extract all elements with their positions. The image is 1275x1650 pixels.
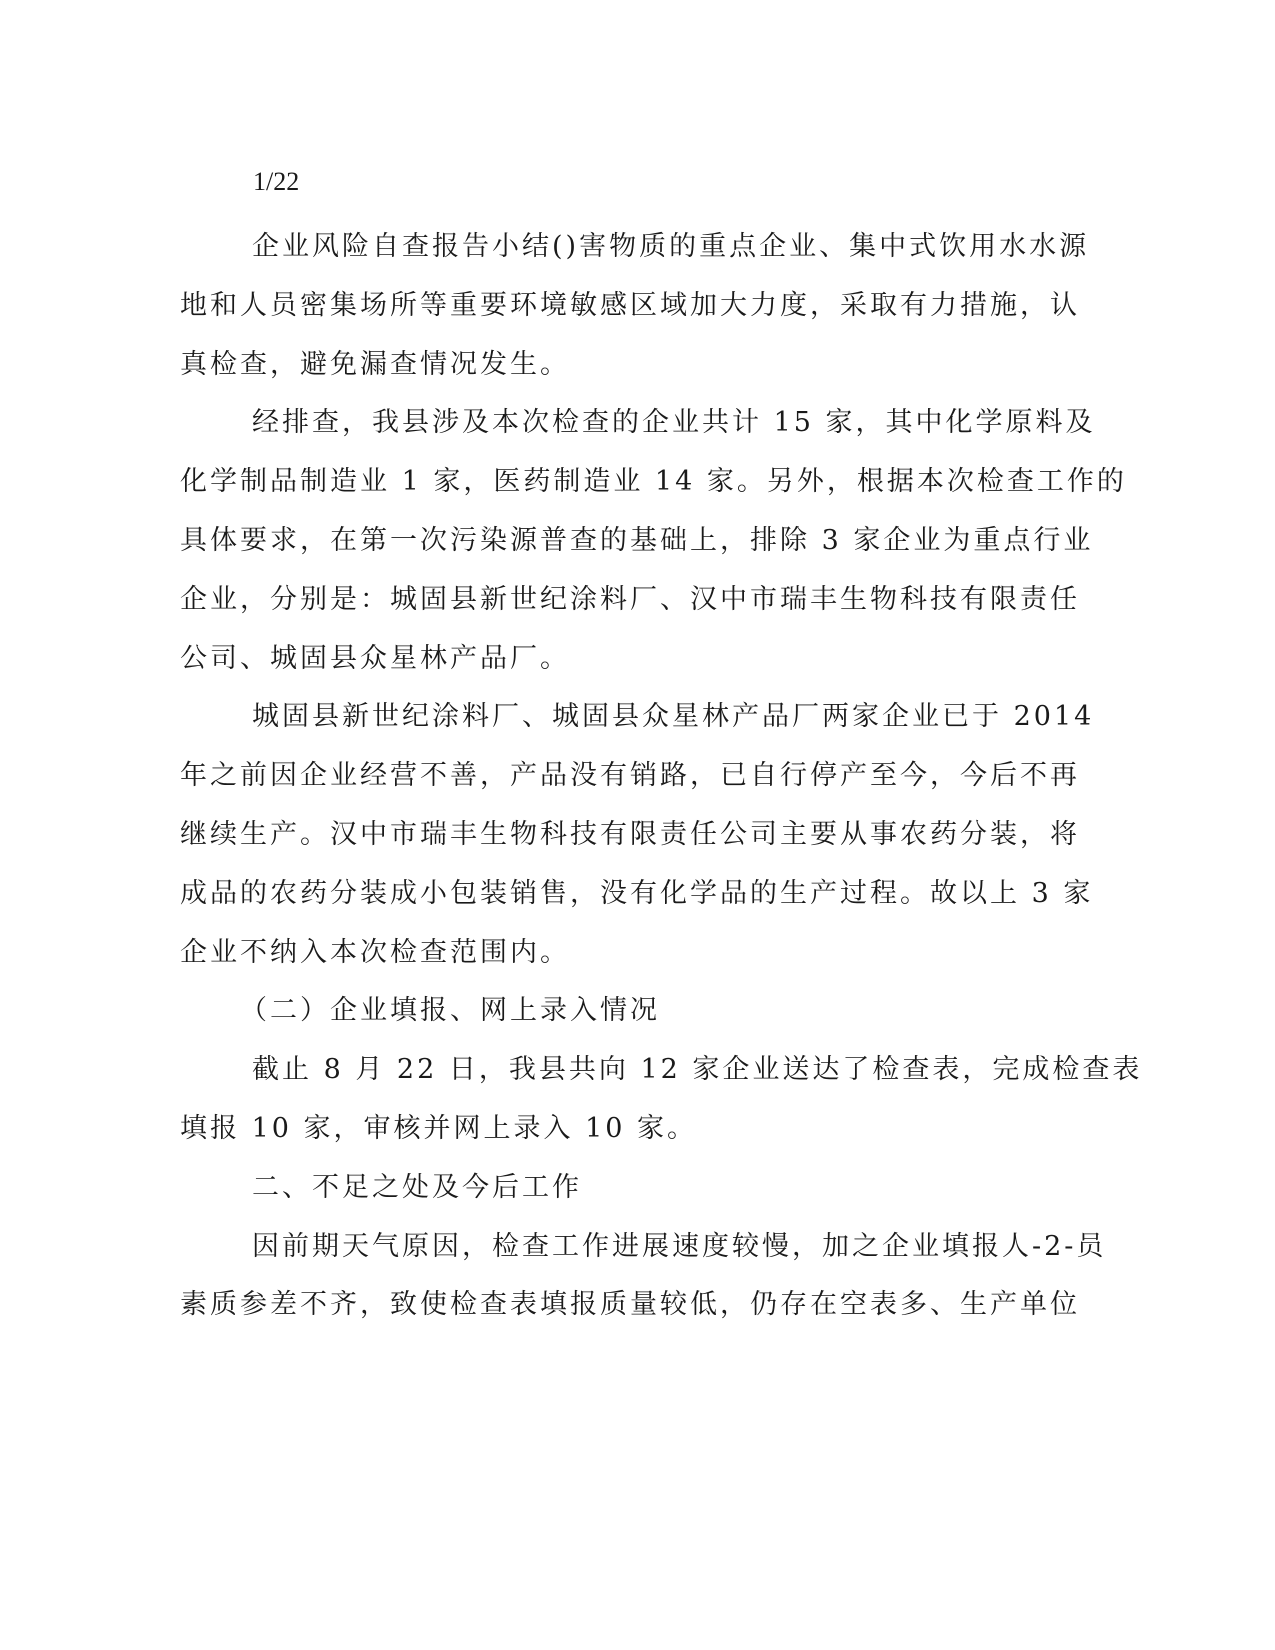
paragraph-shortcomings	[180, 1218, 1107, 1336]
text-line: 继续生产。汉中市瑞丰生物科技有限责任公司主要从事农药分装，将	[180, 818, 1080, 850]
text-line: 城固县新世纪涂料厂、城固县众星林产品厂两家企业已于 2014	[252, 701, 1095, 733]
text-line: 经排查，我县涉及本次检查的企业共计 15 家，其中化学原料及	[252, 407, 1096, 439]
text-line: 企业，分别是：城固县新世纪涂料厂、汉中市瑞丰生物科技有限责任	[180, 583, 1080, 615]
paragraph-intro	[180, 218, 1090, 394]
text-line: 地和人员密集场所等重要环境敏感区域加大力度，采取有力措施，认	[180, 289, 1080, 321]
paragraph-reporting-status	[180, 1041, 1143, 1159]
text-line: 因前期天气原因，检查工作进展速度较慢，加之企业填报人-2-员	[252, 1230, 1107, 1262]
text-line: 具体要求，在第一次污染源普查的基础上，排除 3 家企业为重点行业	[180, 524, 1094, 556]
text-line: 企业不纳入本次检查范围内。	[180, 936, 570, 968]
heading-line: （二）企业填报、网上录入情况	[240, 995, 660, 1027]
text-line: 成品的农药分装成小包装销售，没有化学品的生产过程。故以上 3 家	[180, 877, 1094, 909]
paragraph-investigation	[180, 394, 1127, 688]
page-number: 1/22	[253, 167, 300, 196]
section-heading-shortcomings	[180, 1159, 1030, 1218]
text-line: 截止 8 月 22 日，我县共向 12 家企业送达了检查表，完成检查表	[252, 1054, 1143, 1086]
text-line: 素质参差不齐，致使检查表填报质量较低，仍存在空表多、生产单位	[180, 1289, 1080, 1321]
text-line: 化学制品制造业 1 家，医药制造业 14 家。另外，根据本次检查工作的	[180, 466, 1127, 498]
text-line: 公司、城固县众星林产品厂。	[180, 642, 570, 674]
paragraph-excluded-enterprises	[180, 688, 1095, 982]
text-line: 年之前因企业经营不善，产品没有销路，已自行停产至今，今后不再	[180, 760, 1080, 792]
document-body	[180, 218, 1143, 1335]
section-heading-reporting	[180, 982, 1030, 1041]
text-line: 企业风险自查报告小结()害物质的重点企业、集中式饮用水水源	[252, 231, 1090, 262]
text-line: 真检查，避免漏查情况发生。	[180, 348, 570, 380]
text-line: 填报 10 家，审核并网上录入 10 家。	[180, 1112, 698, 1144]
heading-line: 二、不足之处及今后工作	[252, 1171, 582, 1203]
